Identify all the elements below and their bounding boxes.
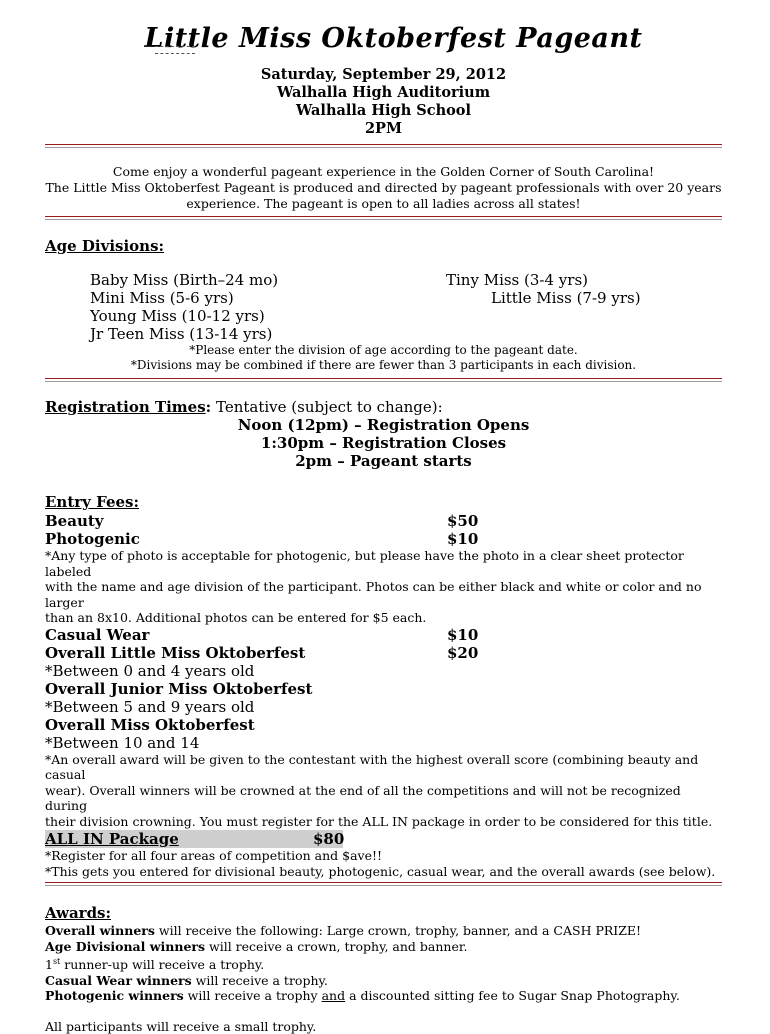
fee-price: $50 xyxy=(447,512,479,530)
fee-price: $20 xyxy=(447,643,479,662)
award-title: Casual Wear winners xyxy=(45,972,192,988)
age-range: *Between 0 and 4 years old xyxy=(45,661,255,680)
note-line: than an 8x10. Additional photos can be entered for $5 each. xyxy=(45,610,427,625)
division-row xyxy=(45,289,722,307)
age-divisions-heading: Age Divisions: xyxy=(45,237,165,255)
award-line-all: All participants will receive a small trophy. xyxy=(45,1018,317,1034)
award-line xyxy=(45,973,722,989)
allin-label: ALL IN Package xyxy=(45,830,179,848)
division-note: *Please enter the division of age according to the pageant date. xyxy=(189,343,578,357)
division-tiny: Tiny Miss (3-4 yrs) xyxy=(446,271,588,289)
divider xyxy=(45,216,722,220)
registration-tentative: Tentative (subject to change): xyxy=(211,398,443,416)
note-line: *An overall award will be given to the contestant with the highest overall score (combining beauty and casual xyxy=(45,751,699,782)
divider xyxy=(45,882,722,886)
event-school: Walhalla High School xyxy=(296,102,471,119)
allin-price: $80 xyxy=(313,830,345,848)
fee-label: Beauty xyxy=(45,512,104,530)
note-line: wear). Overall winners will be crowned at the end of all the competitions and will not be recognized during xyxy=(45,782,681,813)
award-text: will receive a trophy xyxy=(183,988,322,1004)
fee-label: Overall Junior Miss Oktoberfest xyxy=(45,679,313,698)
entry-fees-heading: Entry Fees: xyxy=(45,493,140,511)
intro-line: Come enjoy a wonderful pageant experience in the Golden Corner of South Carolina! xyxy=(112,164,655,179)
event-venue: Walhalla High Auditorium xyxy=(276,84,491,101)
age-divisions-list xyxy=(45,271,722,343)
award-line xyxy=(45,923,722,939)
registration-heading: Registration Times xyxy=(45,398,206,416)
note-line: *Any type of photo is acceptable for photogenic, but please have the photo in a clear sheet protector labeled xyxy=(45,548,684,579)
divider xyxy=(45,378,722,382)
fee-price: $10 xyxy=(447,625,479,644)
award-line xyxy=(45,954,722,973)
registration-closes: 1:30pm – Registration Closes xyxy=(260,434,507,452)
awards-heading: Awards: xyxy=(45,904,112,922)
title-decoration xyxy=(155,46,195,54)
registration-heading-row: Registration Times: Tentative (subject to change): xyxy=(45,398,443,416)
intro-line: The Little Miss Oktoberfest Pageant is produced and directed by pageant professionals with over 20 years xyxy=(45,180,722,195)
flyer-page xyxy=(45,22,722,1034)
fee-row-photogenic xyxy=(45,530,722,548)
allin-note: *Register for all four areas of competition and $ave!! xyxy=(45,848,383,863)
award-title: Age Divisional winners xyxy=(45,938,206,954)
overall-note xyxy=(45,752,722,830)
award-text: will receive a trophy. xyxy=(191,972,328,988)
award-title: Overall winners xyxy=(45,923,155,938)
note-line: with the name and age division of the participant. Photos can be either black and white or color and no larger xyxy=(45,579,702,610)
divider xyxy=(45,144,722,148)
fee-row-overall-miss xyxy=(45,716,722,734)
division-baby: Baby Miss (Birth–24 mo) xyxy=(90,271,279,289)
award-text: 1 xyxy=(45,957,53,973)
division-row xyxy=(45,325,722,343)
fee-price: $10 xyxy=(447,530,479,548)
division-row xyxy=(45,307,722,325)
fee-row-beauty xyxy=(45,512,722,530)
page-title: Little Miss Oktoberfest Pageant xyxy=(144,23,643,54)
fee-label: Overall Little Miss Oktoberfest xyxy=(45,643,306,662)
division-young: Young Miss (10-12 yrs) xyxy=(90,307,265,325)
award-text: a discounted sitting fee to Sugar Snap Photography. xyxy=(345,988,680,1004)
award-line xyxy=(45,988,722,1004)
fee-label: Overall Miss Oktoberfest xyxy=(45,715,255,734)
division-row xyxy=(45,271,722,289)
award-line xyxy=(45,939,722,955)
pageant-starts: 2pm – Pageant starts xyxy=(295,452,472,470)
fee-row-overall-junior xyxy=(45,680,722,698)
division-jrteen: Jr Teen Miss (13-14 yrs) xyxy=(90,325,273,343)
award-title: Photogenic winners xyxy=(45,988,184,1004)
fee-row-casual xyxy=(45,626,722,644)
event-details xyxy=(45,66,722,138)
fee-label: Casual Wear xyxy=(45,625,150,644)
photogenic-note xyxy=(45,548,722,626)
intro-text xyxy=(45,164,722,212)
award-text: runner-up will receive a trophy. xyxy=(60,957,265,973)
award-text: will receive a crown, trophy, and banner. xyxy=(205,938,468,954)
award-text: and xyxy=(321,988,346,1004)
age-range: *Between 10 and 14 xyxy=(45,733,200,752)
fee-row-overall-little xyxy=(45,644,722,662)
age-range: *Between 5 and 9 years old xyxy=(45,697,255,716)
registration-opens: Noon (12pm) – Registration Opens xyxy=(237,416,530,434)
note-line: their division crowning. You must register for the ALL IN package in order to be considered for this title. xyxy=(45,813,713,829)
fee-label: Photogenic xyxy=(45,530,140,548)
allin-package xyxy=(45,830,343,848)
allin-note: *This gets you entered for divisional beauty, photogenic, casual wear, and the overall awards (see below). xyxy=(45,863,716,879)
division-note: *Divisions may be combined if there are fewer than 3 participants in each division. xyxy=(130,358,637,372)
event-date: Saturday, September 29, 2012 xyxy=(260,66,507,83)
division-little: Little Miss (7-9 yrs) xyxy=(491,289,641,307)
ordinal-suffix: st xyxy=(52,957,61,966)
intro-line: experience. The pageant is open to all ladies across all states! xyxy=(186,196,581,211)
division-mini: Mini Miss (5-6 yrs) xyxy=(90,289,234,307)
award-text: will receive the following: Large crown, trophy, banner, and a CASH PRIZE! xyxy=(154,923,642,938)
allin-row xyxy=(45,829,722,848)
event-time: 2PM xyxy=(364,120,403,137)
title-row xyxy=(45,22,722,56)
